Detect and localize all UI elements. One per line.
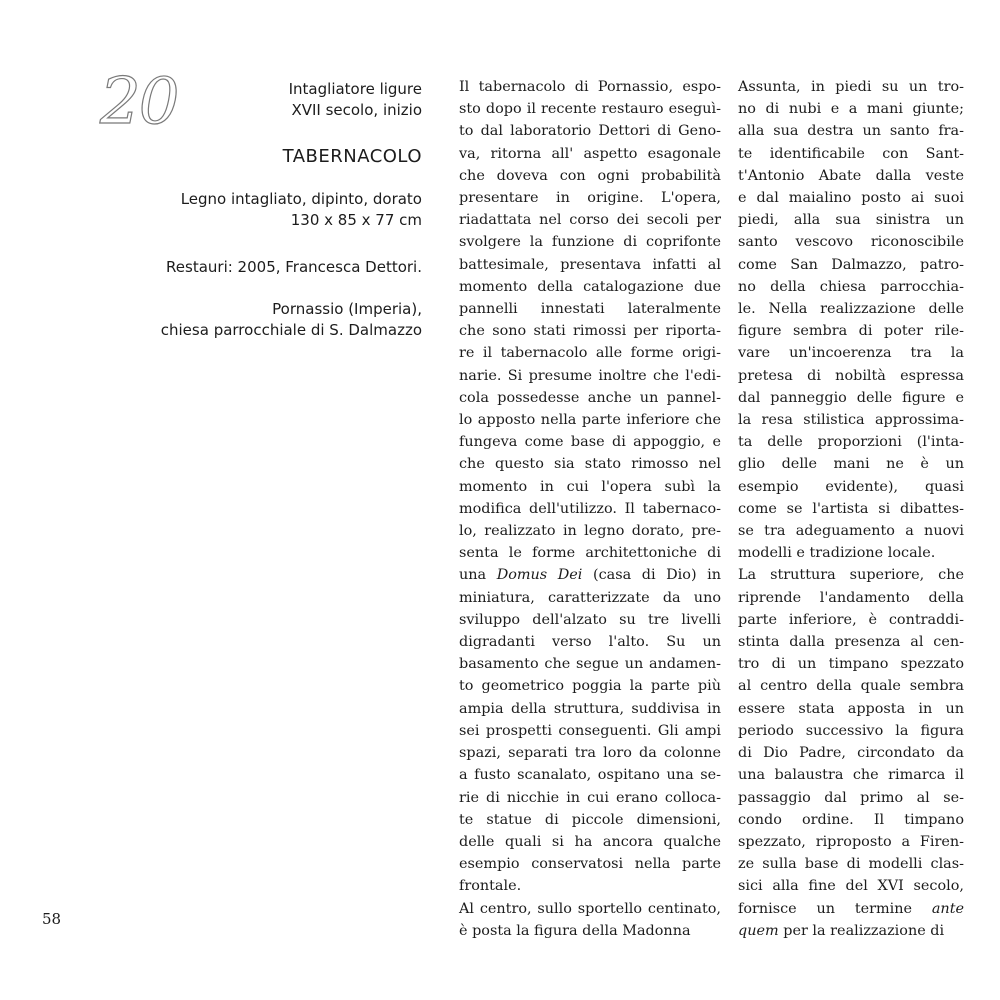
page-number: 58 (42, 910, 62, 928)
date-line: XVII secolo, inizio (291, 101, 422, 119)
text-line: sei prospetti conseguenti. Gli ampi (459, 722, 721, 739)
author-attribution (289, 79, 422, 121)
text-line: fornisce un termine ante (738, 900, 964, 917)
text-line: come San Dalmazzo, patro- (738, 256, 964, 273)
text-line: t'Antonio Abate dalla veste (738, 167, 964, 184)
text-line: pretesa di nobiltà espressa (738, 367, 964, 384)
text-line: sto dopo il recente restauro eseguì- (459, 101, 721, 118)
text-line: frontale. (459, 878, 522, 895)
text-line: riprende l'andamento della (738, 589, 964, 606)
text-line: che questo sia stato rimosso nel (459, 456, 721, 473)
text-line: te identificabile con Sant- (738, 145, 964, 162)
text-line: esempio evidente), quasi (738, 478, 964, 495)
text-line: re il tabernacolo alle forme origi- (459, 345, 721, 362)
text-line: a fusto scanalato, ospitano una se- (459, 767, 721, 784)
text-line: ampia della struttura, suddivisa in (459, 700, 721, 717)
text-line: pannelli innestati lateralmente (459, 301, 721, 318)
text-line: e dal maialino posto ai suoi (738, 190, 964, 207)
text-line: svolgere la funzione di coprifonte (459, 234, 721, 251)
text-line: delle quali si ha ancora qualche (459, 833, 721, 850)
text-line: rie di nicchie in cui erano colloca- (459, 789, 721, 806)
text-line: dal panneggio delle figure e (738, 389, 964, 406)
text-line: le. Nella realizzazione delle (738, 301, 964, 318)
text-line: modifica dell'utilizzo. Il tabernaco- (459, 500, 721, 517)
text-line: figure sembra di poter rile- (738, 323, 964, 340)
text-line: come se l'artista si dibattes- (738, 500, 964, 517)
text-line: passaggio dal primo al se- (738, 789, 964, 806)
text-line: va, ritorna all' aspetto esagonale (459, 145, 721, 162)
text-line: senta le forme architettoniche di (459, 545, 721, 562)
text-line: al centro della quale sembra (738, 678, 964, 695)
medium-dimensions (181, 189, 422, 231)
text-line: lo apposto nella parte inferiore che (459, 412, 721, 429)
text-line: vare un'incoerenza tra la (738, 345, 964, 362)
text-line: fungeva come base di appoggio, e (459, 434, 721, 451)
text-line: momento della catalogazione due (459, 278, 721, 295)
catalog-number: 20 (100, 65, 178, 139)
text-line: battesimale, presentava infatti al (459, 256, 721, 273)
body-text-column-1 (459, 76, 721, 942)
text-line: piedi, alla sua sinistra un (738, 212, 964, 229)
text-line: tro di un timpano spezzato (738, 656, 964, 673)
text-line: stinta dalla presenza al cen- (738, 634, 964, 651)
text-line: spazi, separati tra loro da colonne (459, 745, 721, 762)
text-line: Assunta, in piedi su un tro- (738, 79, 964, 95)
text-line: te statue di piccole dimensioni, (459, 811, 721, 828)
text-line: che doveva con ogni probabilità (459, 167, 721, 184)
text-line: di Dio Padre, circondato da (738, 745, 964, 762)
text-line: cola possedesse anche un pannel- (459, 389, 721, 406)
author-line: Intagliatore ligure (288, 80, 422, 98)
text-line: alla sua destra un santo fra- (738, 123, 964, 140)
text-line: to dal laboratorio Dettori di Geno- (459, 123, 721, 140)
text-line: presentare in origine. L'opera, (459, 190, 721, 207)
text-line: periodo successivo la figura (738, 722, 964, 739)
text-line: una balaustra che rimarca il (738, 767, 964, 784)
text-line: se tra adeguamento a nuovi (738, 523, 964, 540)
text-line: che sono stati rimossi per riporta- (459, 323, 721, 340)
text-line: condo ordine. Il timpano (738, 811, 964, 828)
text-line: basamento che segue un andamen- (459, 656, 721, 673)
location-church: chiesa parrocchiale di S. Dalmazzo (160, 321, 422, 339)
restoration-note: Restauri: 2005, Francesca Dettori. (166, 258, 422, 276)
body-text-column-2 (738, 76, 964, 942)
text-line: ta delle proporzioni (l'inta- (738, 434, 964, 451)
text-line: esempio conservatosi nella parte (459, 856, 721, 873)
text-line: spezzato, riproposto a Firen- (738, 833, 964, 850)
text-line: Il tabernacolo di Pornassio, espo- (459, 79, 721, 95)
text-line: no di nubi e a mani giunte; (738, 101, 964, 118)
text-line: è posta la figura della Madonna (459, 922, 691, 939)
text-line: miniatura, caratterizzate da uno (459, 589, 721, 606)
artwork-title: TABERNACOLO (282, 146, 422, 167)
text-line: narie. Si presume inoltre che l'edi- (459, 367, 721, 384)
dimensions-line: 130 x 85 x 77 cm (290, 211, 422, 229)
text-line: momento in cui l'opera subì la (459, 478, 721, 495)
text-line: sviluppo dell'alzato su tre livelli (459, 611, 721, 628)
location-city: Pornassio (Imperia), (272, 300, 422, 318)
text-line: no della chiesa parrocchia- (738, 278, 964, 295)
text-line: una Domus Dei (casa di Dio) in (459, 567, 721, 584)
text-line: lo, realizzato in legno dorato, pre- (459, 523, 721, 540)
text-line: ze sulla base di modelli clas- (738, 856, 964, 873)
text-line: La struttura superiore, che (738, 567, 964, 584)
text-line: sici alla fine del XVI secolo, (738, 878, 964, 895)
text-line: essere stata apposta in un (738, 700, 964, 717)
text-line: modelli e tradizione locale. (738, 545, 936, 562)
location (161, 299, 422, 341)
text-line: to geometrico poggia la parte più (459, 678, 721, 695)
text-line: Al centro, sullo sportello centinato, (459, 900, 721, 917)
text-line: quem per la realizzazione di (738, 922, 945, 939)
text-line: riadattata nel corso dei secoli per (459, 212, 721, 229)
text-line: la resa stilistica approssima- (738, 412, 964, 429)
text-line: parte inferiore, è contraddi- (738, 611, 964, 628)
medium-line: Legno intagliato, dipinto, dorato (180, 190, 422, 208)
text-line: glio delle mani ne è un (738, 456, 964, 473)
text-line: digradanti verso l'alto. Su un (459, 634, 721, 651)
text-line: santo vescovo riconoscibile (738, 234, 964, 251)
